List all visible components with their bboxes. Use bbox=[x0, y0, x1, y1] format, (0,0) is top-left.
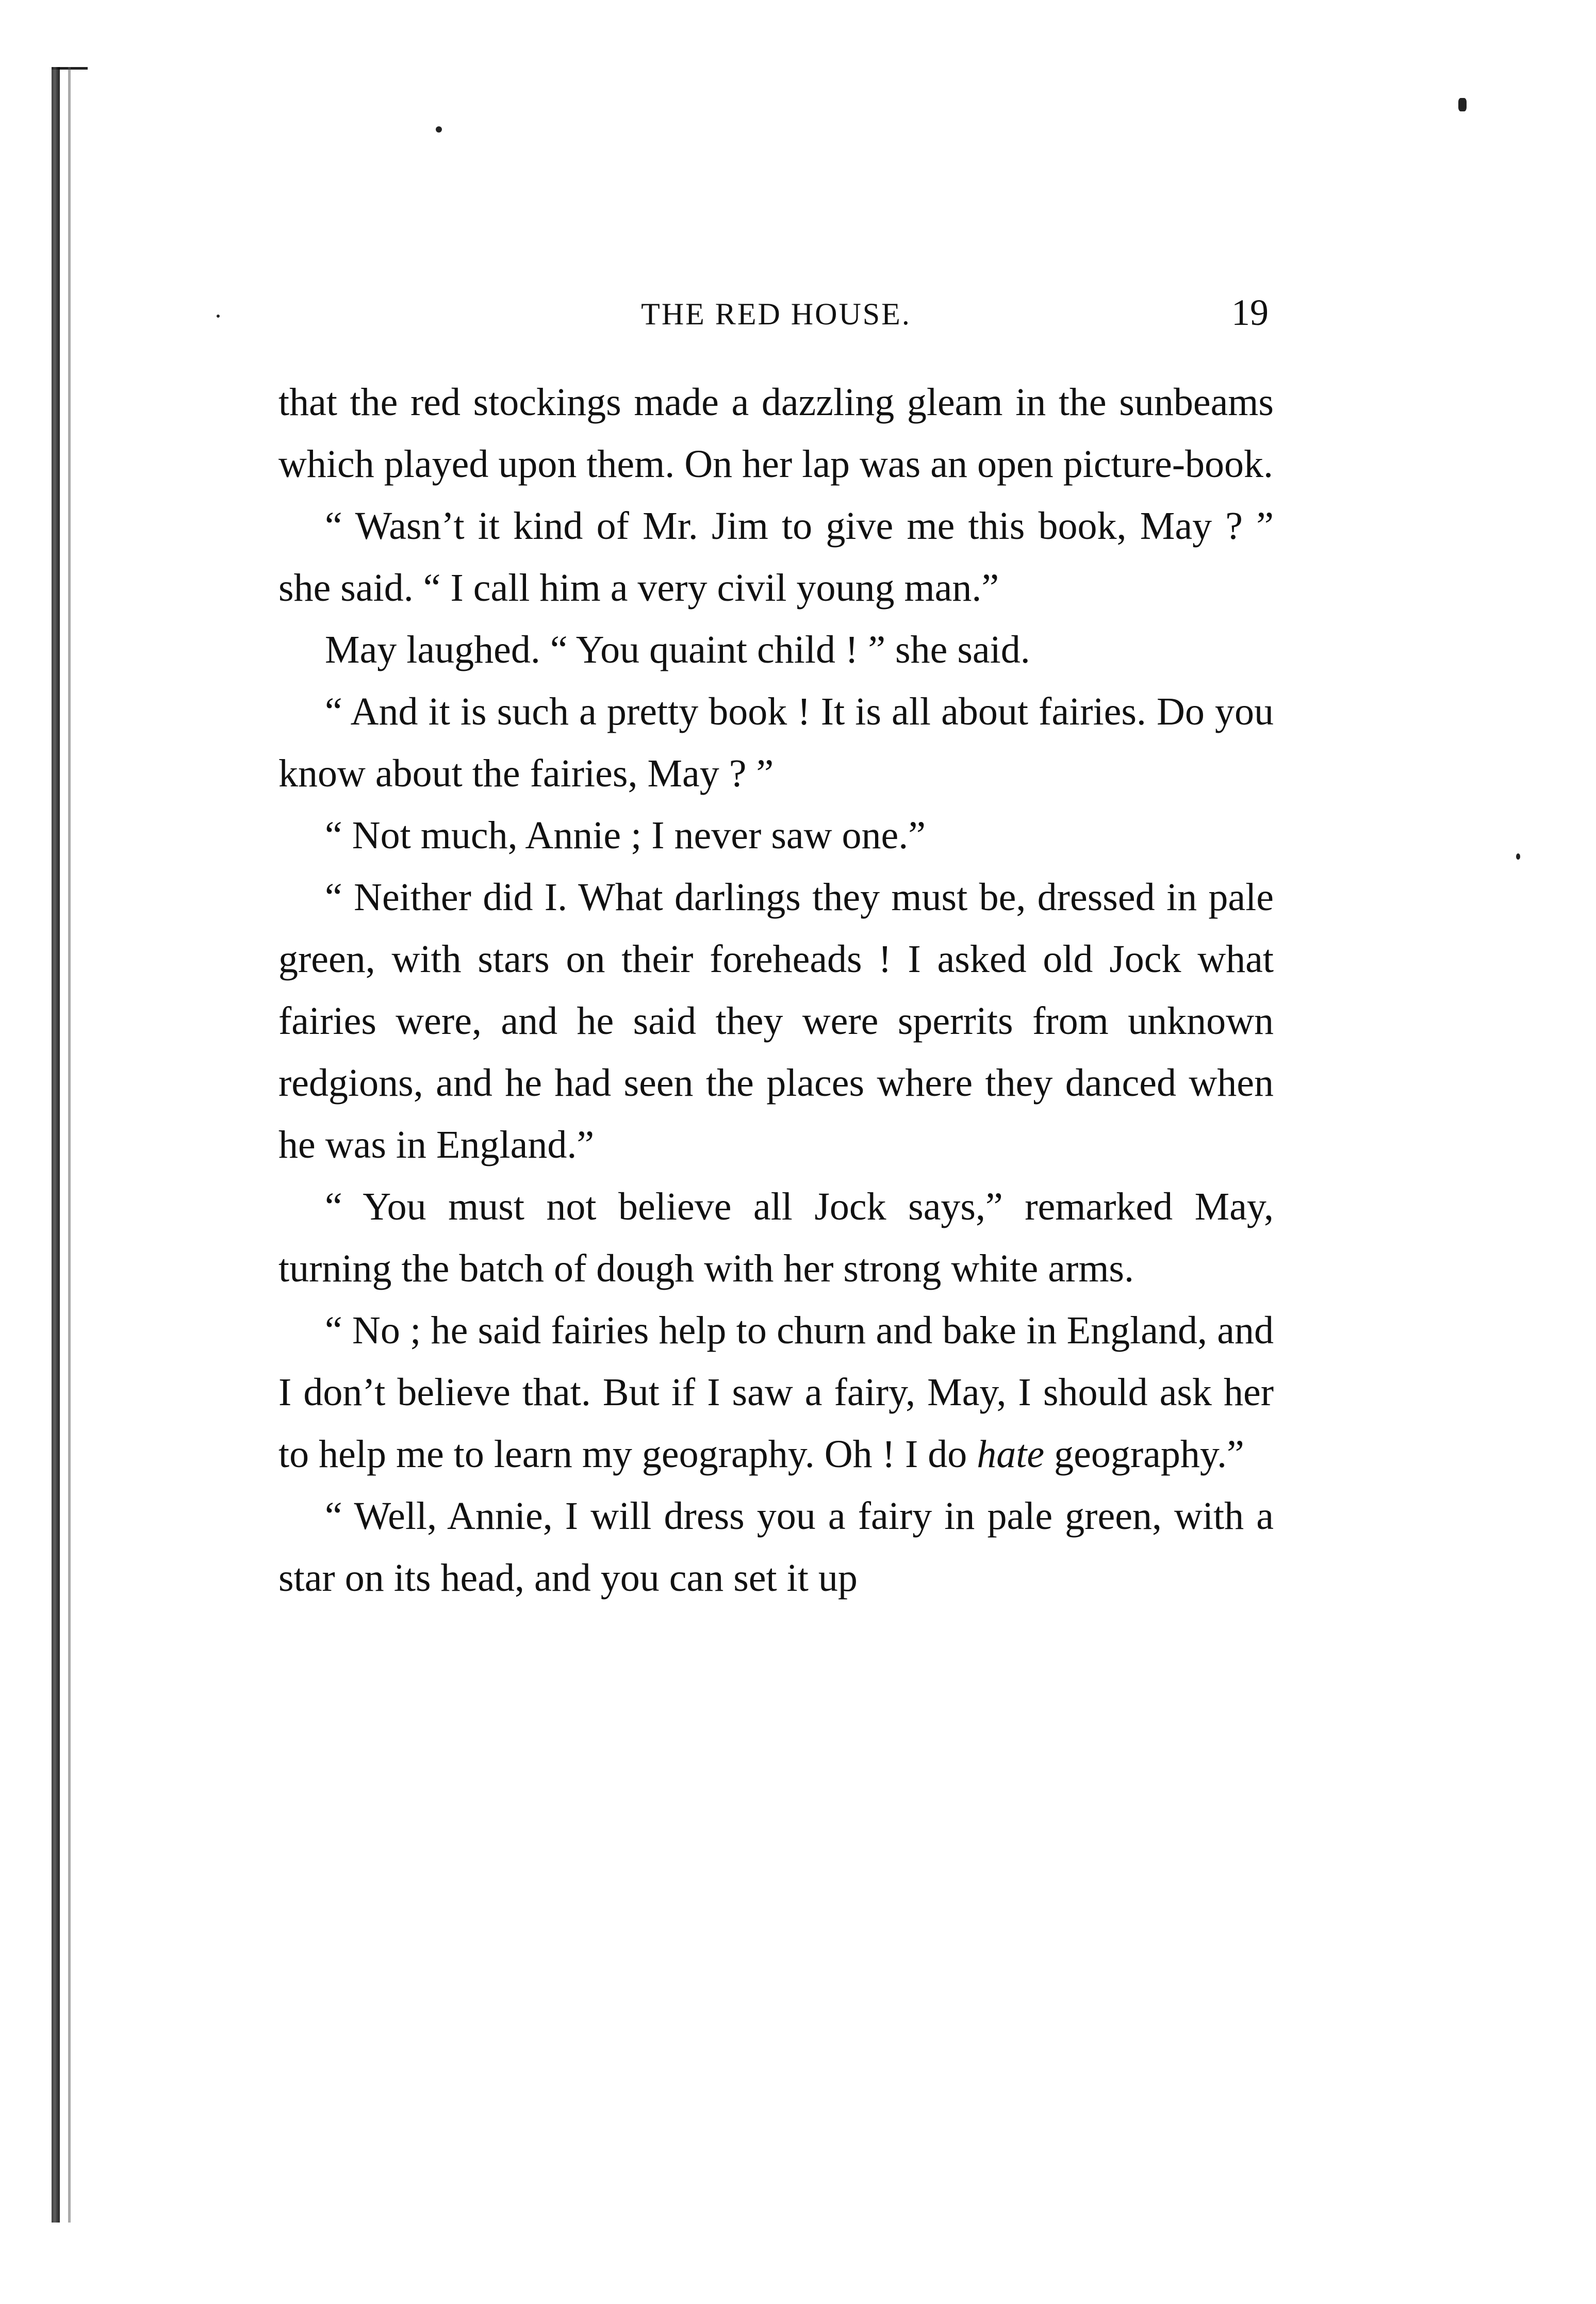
paragraph bbox=[278, 1299, 1274, 1485]
running-title: THE RED HOUSE. bbox=[641, 297, 911, 331]
paragraph: “ You must not believe all Jock says,” remarked May, turning the batch of dough with her strong white arms. bbox=[278, 1185, 1274, 1290]
scan-speck bbox=[436, 126, 442, 133]
running-head bbox=[278, 291, 1274, 338]
emphasis-word: hate bbox=[977, 1433, 1045, 1476]
paragraph: “ Neither did I. What darlings they must be, dressed in pale green, with stars on their foreheads ! I asked old Jock what fairies were, and he said they were sperrits from unknown redgions, and he had seen the places where they danced when he was in England.” bbox=[278, 876, 1274, 1166]
paragraph: May laughed. “ You quaint child ! ” she said. bbox=[325, 628, 1030, 671]
binding-edge bbox=[52, 67, 60, 2223]
scan-speck bbox=[217, 315, 220, 318]
paragraph: “ And it is such a pretty book ! It is all about fairies. Do you know about the fairies, May ? ” bbox=[278, 690, 1274, 795]
scan-speck bbox=[1516, 853, 1520, 860]
paragraph-text: geography.” bbox=[1044, 1433, 1244, 1476]
binding-edge-shadow bbox=[68, 67, 71, 2223]
scan-speck bbox=[1458, 98, 1467, 111]
page-number: 19 bbox=[1231, 292, 1269, 333]
paragraph: “ Wasn’t it kind of Mr. Jim to give me this book, May ? ” she said. “ I call him a very civil young man.” bbox=[278, 504, 1274, 610]
body-text bbox=[278, 371, 1274, 1609]
paragraph: that the red stockings made a dazzling gleam in the sunbeams which played upon them. On her lap was an open picture-book. bbox=[278, 381, 1274, 486]
paragraph: “ Well, Annie, I will dress you a fairy in pale green, with a star on its head, and you can set it up bbox=[278, 1494, 1274, 1600]
paragraph: “ Not much, Annie ; I never saw one.” bbox=[325, 814, 926, 857]
paragraph-text: “ No ; he said fairies help to churn and bake in England, and I don’t believe that. But if I saw a fairy, May, I should ask her to help me to learn my geography. Oh ! I do bbox=[278, 1309, 1274, 1476]
